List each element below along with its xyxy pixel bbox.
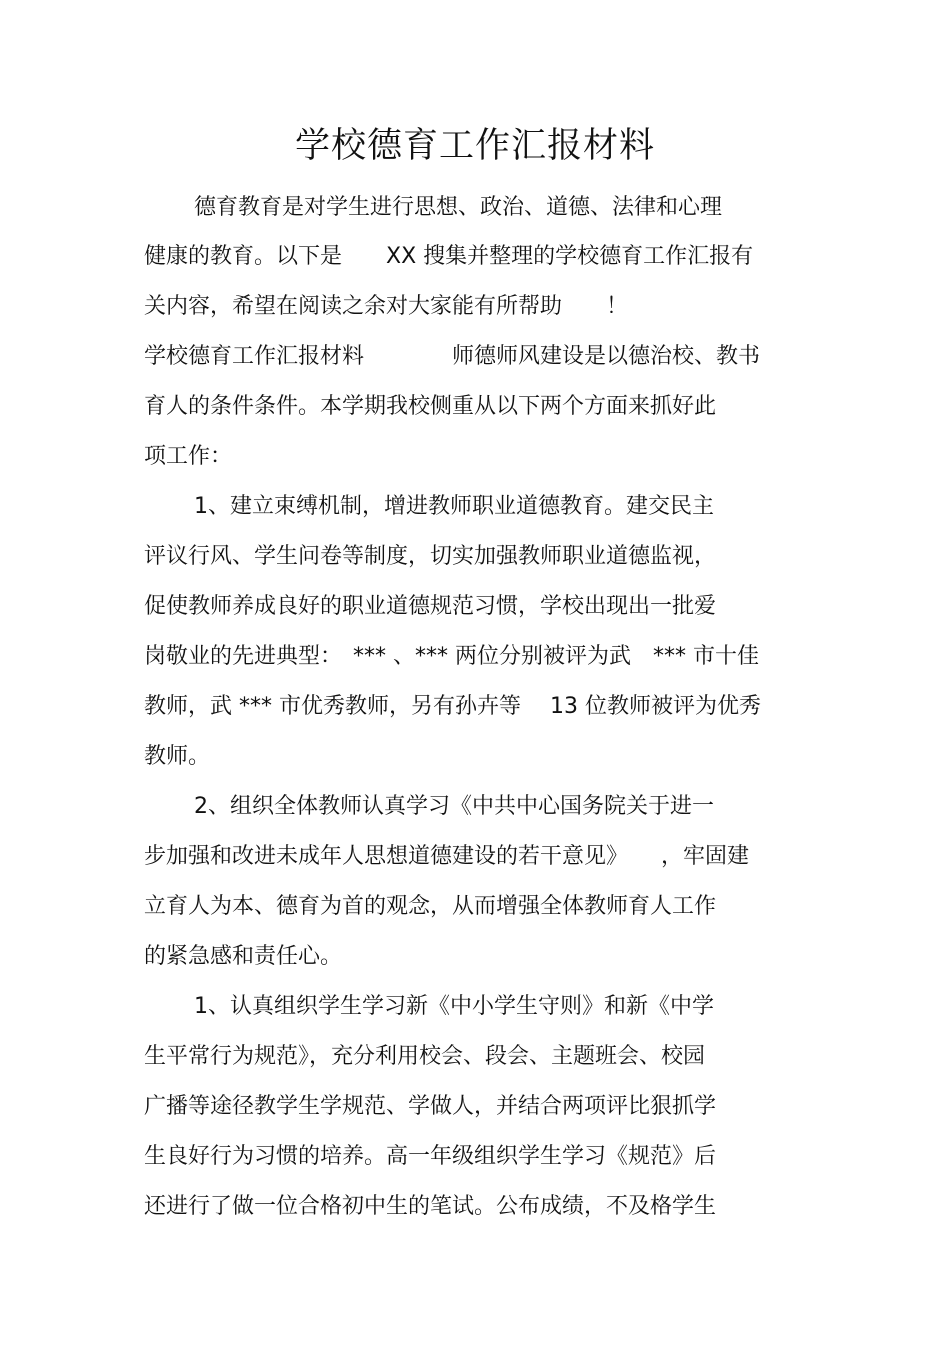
text-line: 教师。 bbox=[144, 744, 211, 769]
text-line: 立育人为本、德育为首的观念，从而增强全体教师育人工作 bbox=[144, 894, 717, 919]
document-title: 学校德育工作汇报材料 bbox=[294, 126, 655, 166]
text-line: 德育教育是对学生进行思想、政治、道德、法律和心理 bbox=[194, 195, 723, 220]
text-line: 广播等途径教学生学规范、学做人，并结合两项评比狠抓学 bbox=[144, 1094, 717, 1119]
text-line: 促使教师养成良好的职业道德规范习惯，学校出现出一批爱 bbox=[144, 594, 717, 619]
text-line: 生良好行为习惯的培养。高一年级组织学生学习《规范》后 bbox=[144, 1144, 717, 1169]
text-line: 教师，武 *** 市优秀教师，另有孙卉等 13 位教师被评为优秀 bbox=[144, 694, 761, 719]
text-line: 关内容，希望在阅读之余对大家能有所帮助 ！ bbox=[144, 294, 629, 319]
text-line: 步加强和改进未成年人思想道德建设的若干意见》 ，牢固建 bbox=[144, 844, 750, 869]
text-line: 项工作： bbox=[144, 444, 233, 469]
text-line: 健康的教育。以下是 XX 搜集并整理的学校德育工作汇报有 bbox=[144, 244, 754, 269]
text-line: 的紧急感和责任心。 bbox=[144, 944, 343, 969]
text-line: 评议行风、学生问卷等制度，切实加强教师职业道德监视， bbox=[144, 544, 717, 569]
text-line: 育人的条件条件。本学期我校侧重从以下两个方面来抓好此 bbox=[144, 394, 717, 419]
text-line: 生平常行为规范》，充分利用校会、段会、主题班会、校园 bbox=[144, 1044, 706, 1069]
text-line: 学校德育工作汇报材料 师德师风建设是以德治校、教书 bbox=[144, 344, 761, 369]
text-line: 岗敬业的先进典型： *** 、*** 两位分别被评为武 *** 市十佳 bbox=[144, 644, 759, 669]
text-line: 1、认真组织学生学习新《中小学生守则》和新《中学 bbox=[194, 994, 714, 1019]
text-line: 还进行了做一位合格初中生的笔试。公布成绩，不及格学生 bbox=[144, 1194, 717, 1219]
text-line: 1、建立束缚机制，增进教师职业道德教育。建交民主 bbox=[194, 494, 714, 519]
text-line: 2、组织全体教师认真学习《中共中心国务院关于进一 bbox=[194, 794, 714, 819]
